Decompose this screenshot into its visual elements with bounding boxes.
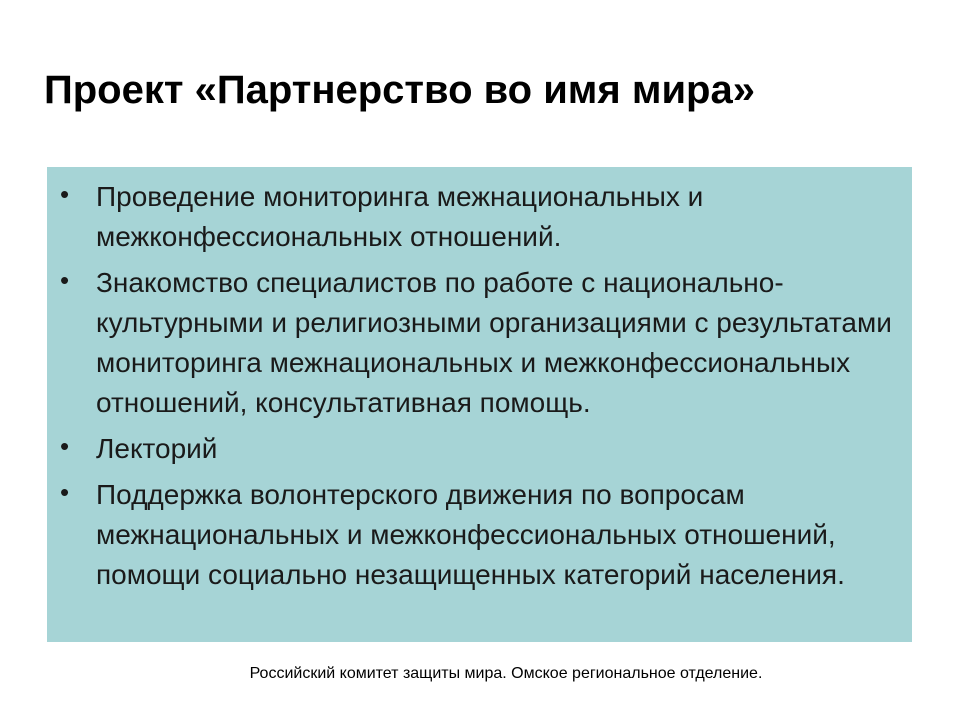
bullet-text: Знакомство специалистов по работе с национально-культурными и религиозными организациями с результатами мониторинга межнациональных и межконфессиональных отношений, консультативная помощь. — [96, 267, 892, 418]
bullet-marker: • — [60, 179, 70, 209]
bullet-text: Лекторий — [96, 433, 218, 464]
bullet-marker: • — [60, 477, 70, 507]
bullet-item-volunteers — [47, 475, 912, 595]
bullet-marker: • — [60, 431, 70, 461]
bullet-item-monitoring — [47, 177, 912, 257]
content-box — [47, 167, 912, 642]
bullet-item-specialists — [47, 263, 912, 423]
bullet-marker: • — [60, 265, 70, 295]
bullet-text: Поддержка волонтерского движения по вопросам межнациональных и межконфессиональных отношений, помощи социально незащищенных категорий населения. — [96, 479, 845, 590]
bullet-text: Проведение мониторинга межнациональных и межконфессиональных отношений. — [96, 181, 704, 252]
slide-title: Проект «Партнерство во имя мира» — [44, 68, 755, 112]
bullet-item-lectures — [47, 429, 912, 469]
bullet-list — [47, 177, 912, 601]
slide-footer: Российский комитет защиты мира. Омское региональное отделение. — [249, 665, 763, 682]
